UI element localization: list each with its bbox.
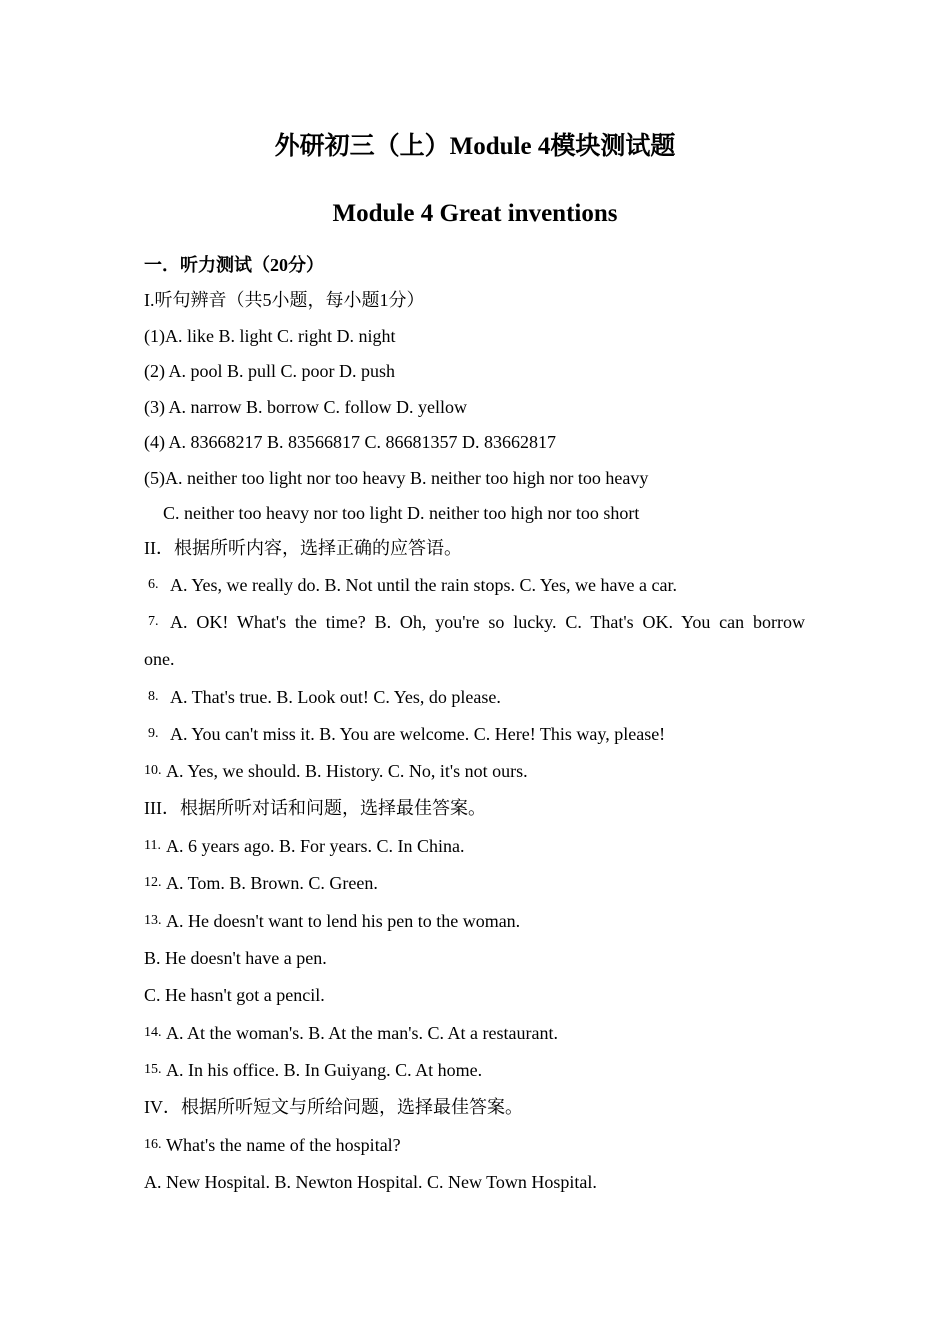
question-options: A. He doesn't want to lend his pen to the woman. (166, 911, 521, 931)
question-14 (144, 1021, 558, 1048)
question-7 (144, 610, 805, 637)
question-5-continued: C. neither too heavy nor too light D. neither too high nor too short (163, 503, 640, 523)
question-11 (144, 834, 464, 861)
question-text: What's the name of the hospital? (166, 1135, 401, 1155)
question-13-option-c: C. He hasn't got a pencil. (144, 985, 325, 1005)
question-3: (3) A. narrow B. borrow C. follow D. yellow (144, 397, 467, 417)
question-4: (4) A. 83668217 B. 83566817 C. 86681357 D. 83662817 (144, 432, 557, 452)
part1-heading: I.听句辨音（共5小题，每小题1分） (144, 290, 425, 310)
question-13-option-b: B. He doesn't have a pen. (144, 948, 327, 968)
question-6 (144, 573, 677, 600)
question-number: 16. (144, 1137, 162, 1152)
question-options: A. In his office. B. In Guiyang. C. At home. (166, 1060, 483, 1080)
question-options: A. That's true. B. Look out! C. Yes, do please. (170, 687, 501, 707)
question-options: A. Yes, we really do. B. Not until the rain stops. C. Yes, we have a car. (170, 575, 677, 595)
page-subtitle: Module 4 Great inventions (332, 200, 618, 227)
question-12 (144, 871, 378, 898)
question-number: 13. (144, 913, 162, 928)
question-7-continued: one. (144, 649, 175, 669)
part3-heading: III．根据所听对话和问题，选择最佳答案。 (144, 798, 486, 818)
question-number: 10. (144, 763, 162, 778)
question-8 (144, 685, 501, 712)
question-options: A. At the woman's. B. At the man's. C. At a restaurant. (166, 1023, 558, 1043)
question-number: 8. (148, 689, 159, 704)
question-number: 12. (144, 875, 162, 890)
question-5: (5)A. neither too light nor too heavy B. neither too high nor too heavy (144, 468, 649, 488)
page-title: 外研初三（上）Module 4模块测试题 (274, 133, 676, 160)
question-number: 9. (148, 726, 159, 741)
question-number: 6. (148, 577, 159, 592)
question-13 (144, 909, 520, 936)
question-15 (144, 1058, 482, 1085)
question-2: (2) A. pool B. pull C. poor D. push (144, 361, 396, 381)
section-heading-listening: 一．听力测试（20分） (144, 255, 324, 275)
question-16-options: A. New Hospital. B. Newton Hospital. C. New Town Hospital. (144, 1172, 597, 1192)
question-16 (144, 1133, 401, 1160)
question-options: A. 6 years ago. B. For years. C. In China. (166, 836, 465, 856)
question-options: A. OK! What's the time? B. Oh, you're so lucky. C. That's OK. You can borrow (170, 612, 805, 632)
part4-heading: IV．根据所听短文与所给问题，选择最佳答案。 (144, 1097, 523, 1117)
question-options: A. Yes, we should. B. History. C. No, it's not ours. (166, 761, 528, 781)
question-number: 7. (148, 614, 159, 629)
question-10 (144, 759, 528, 786)
question-number: 11. (144, 838, 161, 853)
question-options: A. You can't miss it. B. You are welcome. C. Here! This way, please! (170, 724, 666, 744)
question-9 (144, 722, 665, 749)
question-number: 15. (144, 1062, 162, 1077)
question-1: (1)A. like B. light C. right D. night (144, 326, 396, 346)
question-options: A. Tom. B. Brown. C. Green. (166, 873, 378, 893)
question-number: 14. (144, 1025, 162, 1040)
part2-heading: II．根据所听内容，选择正确的应答语。 (144, 538, 462, 558)
